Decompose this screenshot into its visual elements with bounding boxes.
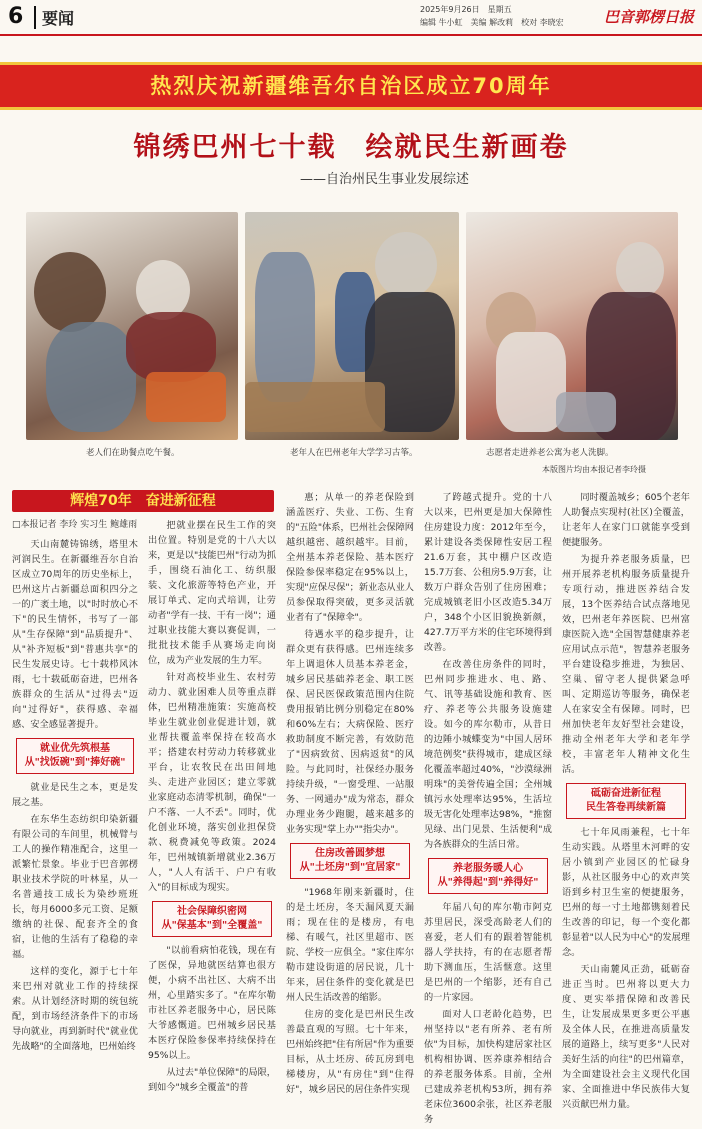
paragraph: 就业是民生之本，更是发展之基。 xyxy=(12,782,138,808)
paragraph: 同时覆盖城乡；605个老年人助餐点实现村(社区)全覆盖，让老年人在家门口就能享受到便捷服务。 xyxy=(562,492,690,548)
photo-foot-washing xyxy=(466,212,678,440)
section-banner: 辉煌70年 奋进新征程 xyxy=(12,490,274,512)
paragraph: 年届八旬的库尔勒市阿克苏里居民，深受高龄老人们的喜爱，老人们有的跟着智能机器人学扶持，有的在志愿者帮助下测血压，生活惬意。这里是巴州的一个缩影，还有自己的一片家园。 xyxy=(424,902,552,1003)
main-headline: 锦绣巴州七十载 绘就民生新画卷 xyxy=(133,132,569,163)
paragraph: 住房的变化是巴州民生改善最直观的写照。七十年来，巴州始终把"住有所居"作为重要目标，从土坯房、砖瓦房到电梯楼房，从"有房住"到"住得好"，城乡居民的居住条件实现 xyxy=(286,1009,414,1095)
sub-headline: ——自治州民生事业发展综述 xyxy=(300,172,470,187)
paragraph: 七十年风雨兼程，七十年生动实践。从塔里木河畔的安居小镇到产业园区的忙碌身影，从社区服务中心的欢声笑语到乡村卫生室的便捷服务，巴州的每一寸土地都镌刻着民生改善的印记，每一个变化都彰显着"以人民为中心"的发展理念。 xyxy=(562,827,690,958)
paragraph: 从过去"单位保障"的局限，到如今"城乡全覆盖"的普 xyxy=(148,1067,276,1093)
photo-guzheng-class xyxy=(245,212,459,440)
photo-caption-2: 老年人在巴州老年大学学习古筝。 xyxy=(290,448,418,458)
issue-date: 2025年9月26日 星期五 xyxy=(420,5,512,14)
paragraph: "以前看病怕花钱，现在有了医保，异地就医结算也很方便，小病不出社区、大病不出州，心里踏实多了。"在库尔勒市社区养老服务中心，居民陈大爷感慨道。巴州城乡居民基本医疗保险参保率持续保持在95%以上。 xyxy=(148,945,276,1061)
article-column-1 xyxy=(12,518,138,1056)
subheading-employment: 就业优先筑根基 从"找饭碗"到"捧好碗" xyxy=(16,738,134,774)
subheading-elderly-care: 养老服务暖人心 从"养得起"到"养得好" xyxy=(428,858,548,894)
paragraph: 待遇水平的稳步提升，让群众更有获得感。巴州连续多年上调退休人员基本养老金，城乡居民基础养老金、职工医保、居民医保政策范围内住院费用报销比例分别稳定在80%和60%左右；大病保险、医疗救助制度不断完善，有效防范了"因病致贫、因病返贫"的风险。与此同时，社保经办服务持续升级，"一窗受理、一站服务、一网通办"成为常态，群众办理业务少跑腿，越来越多的业务实现"掌上办""指尖办"。 xyxy=(286,629,414,835)
paragraph: 为提升养老服务质量，巴州开展养老机构服务质量提升专项行动，推进医养结合发展，13个医养结合试点落地见效，巴州老年养医院、巴州富康医院入选"全国智慧健康养老应用试点示范"，智慧养老服务平台建设稳步推进，为独居、空巢、留守老人提供紧急呼叫、定期巡访等服务，确保老人在家安全有保障。同时，巴州加快老年友好型社会建设，推动全州老年大学和老年学校，丰富老年人精神文化生活。 xyxy=(562,554,690,775)
page-header xyxy=(0,0,702,36)
newspaper-logo: 巴音郭楞日报 xyxy=(604,8,695,26)
paragraph: 在东华生态纺织印染新疆有限公司的车间里，机械臂与工人的操作精准配合，这里一派繁忙景象。毕业于巴音郭楞职业技术学院的叶林星，从一名普通技工成长为染纱班班长，每月6000多元工资、足额缴纳的社保、配套齐全的食宿，让他的生活有了稳稳的幸福。 xyxy=(12,814,138,960)
paragraph: "1968年刚来新疆时，住的是土坯房，冬天漏风夏天漏雨；现在住的是楼房，有电梯、有暖气，社区里超市、医院、学校一应俱全。"家住库尔勒市建设街道的居民说，几十年来，居住条件的变化就是巴州人民生活改善的缩影。 xyxy=(286,887,414,1003)
paragraph: 惠；从单一的养老保险到涵盖医疗、失业、工伤、生育的"五险"体系，巴州社会保障网越织越密、越织越牢。目前，全州基本养老保险、基本医疗保险参保率稳定在95%以上，实现"应保尽保"；新业态从业人员参保取得突破，更多灵活就业者有了"保障伞"。 xyxy=(286,492,414,623)
paragraph: 天山南麓风正劲，砥砺奋进正当时。巴州将以更大力度、更实举措保障和改善民生，让发展成果更多更公平惠及全体人民，在推进高质量发展的道路上，续写更多"人民对美好生活的向往"的巴州篇章，为全面建设社会主义现代化国家、全面推进中华民族伟大复兴贡献巴州力量。 xyxy=(562,964,690,1110)
photo-caption-3: 志愿者走进养老公寓为老人洗脚。 xyxy=(486,448,614,458)
subheading-new-journey: 砥砺奋进新征程 民生答卷再续新篇 xyxy=(566,783,686,819)
editor-credits: 编辑 牛小虹 美编 解改莉 校对 李晓宏 xyxy=(420,18,564,27)
paragraph: 这样的变化，源于七十年来巴州对就业工作的持续探索。从计划经济时期的统包统配，到市场经济条件下的市场导向就业，再到新时代"就业优先战略"的全面落地，巴州始终 xyxy=(12,966,138,1052)
paragraph: 把就业摆在民生工作的突出位置。特别是党的十八大以来，更是以"技能巴州"行动为抓手，围绕石油化工、纺织服装、文化旅游等特色产业，开展订单式、定向式培训，让劳动者"学有一技、干有一岗"；通过职业技能大赛以赛促训，一批批技术能手从赛场走向岗位，成为产业发展的生力军。 xyxy=(148,520,276,666)
celebration-banner xyxy=(0,62,702,110)
subheading-social-security: 社会保障织密网 从"保基本"到"全覆盖" xyxy=(152,901,272,937)
paragraph: 在改善住房条件的同时，巴州同步推进水、电、路、气、讯等基础设施和教育、医疗、养老等公共服务设施建设。如今的库尔勒市，从昔日的边陲小城蝶变为"中国人居环境范例奖"获得城市，建成区绿化覆盖率超过40%，"沙漠绿洲明珠"的美誉传遍全国；全州城镇污水处理率达95%，生活垃圾无害化处理率达98%，"推窗见绿、出门见景、生活便利"成为各族群众的生活日常。 xyxy=(424,659,552,850)
photo-credit: 本版图片均由本报记者李玲摄 xyxy=(542,465,646,474)
paragraph: 了跨越式提升。党的十八大以来，巴州更是加大保障性住房建设力度：2012年至今，累计建设各类保障性安居工程21.6万套，其中棚户区改造15.7万套、公租房5.9万套，让数万户群众告别了住房困难；完成城镇老旧小区改造5.34万户，348个小区旧貌换新颜，427.7万平方米的住宅环境得到改善。 xyxy=(424,492,552,653)
byline: □本报记者 李玲 实习生 鲍雄雨 xyxy=(12,520,138,530)
article-column-4 xyxy=(424,490,552,1129)
page-number: 6 xyxy=(8,4,24,29)
article-column-3 xyxy=(286,490,414,1099)
banner-text: 热烈庆祝新疆维吾尔自治区成立70周年 xyxy=(150,74,552,98)
paragraph: 针对高校毕业生、农村劳动力、就业困难人员等重点群体，巴州精准施策：实施高校毕业生就业创业促进计划，就业帮扶覆盖率保持在较高水平；搭建农村劳动力转移就业平台，让农牧民在出田间地头、走进产业园区；建立零就业家庭动态清零机制，确保"一户不落、一人不丢"。同时，优化创业环境，落实创业担保贷款、税费减免等政策。2024年，巴州城镇新增就业2.36万人，"人人有活干、户户有收入"的目标成为现实。 xyxy=(148,672,276,893)
photo-dining-elders xyxy=(26,212,238,440)
article-column-2 xyxy=(148,518,276,1097)
photo-caption-1: 老人们在助餐点吃午餐。 xyxy=(86,448,180,458)
paragraph: 面对人口老龄化趋势，巴州坚持以"老有所养、老有所依"为目标，加快构建居家社区机构相协调、医养康养相结合的养老服务体系。目前，全州已建成养老机构53所，拥有养老床位3600余张，社区养老服务 xyxy=(424,1009,552,1125)
subheading-housing: 住房改善圆梦想 从"土坯房"到"宜居家" xyxy=(290,843,410,879)
paragraph: 天山南麓铸锦绣，塔里木河润民生。在新疆维吾尔自治区成立70周年的历史坐标上，巴州这片占新疆总面积四分之一的广袤土地，以"时时放心不下"的民生情怀，书写了一部从"生存保障"到"品质提升"、从"补齐短板"到"普惠共享"的民生发展史诗。七十载栉风沐雨，七十载砥砺奋进，巴州各族群众的生活从"过得去"迈向"过得好"，获得感、幸福感、安全感显著提升。 xyxy=(12,539,138,730)
article-column-5 xyxy=(562,490,690,1114)
section-name: 要闻 xyxy=(34,6,74,29)
